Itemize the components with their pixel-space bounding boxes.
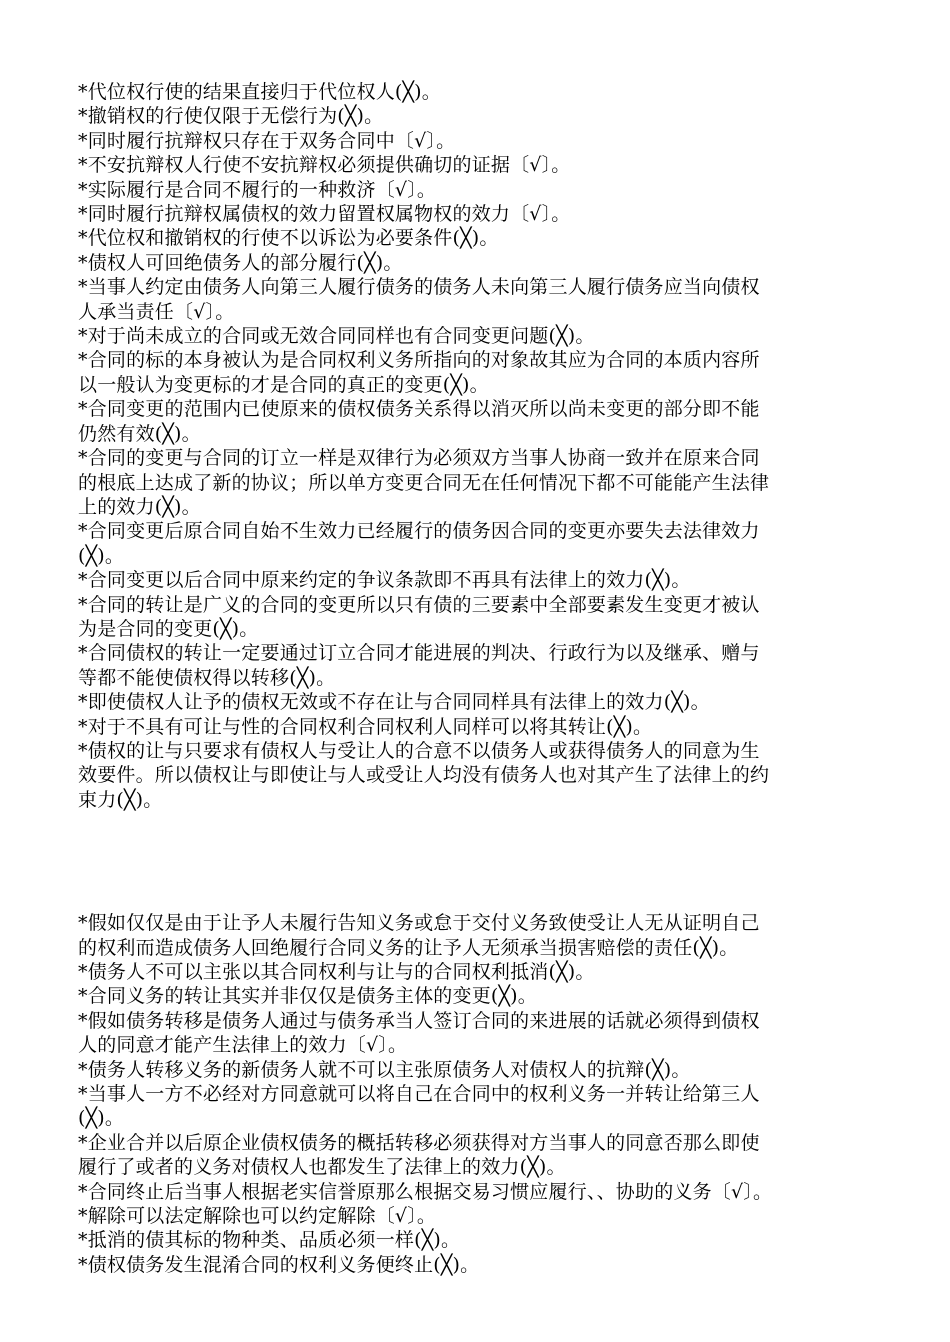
text-line: 等都不能使债权得以转移(╳)。 (78, 666, 336, 689)
text-line: *债务人转移义务的新债务人就不可以主张原债务人对债权人的抗辩(╳)。 (78, 1058, 691, 1081)
text-line: *债权的让与只要求有债权人与受让人的合意不以债务人或获得债务人的同意为生 (78, 739, 760, 762)
text-line: 人的同意才能产生法律上的效力〔√〕。 (78, 1034, 408, 1057)
text-line: *企业合并以后原企业债权债务的概括转移必须获得对方当事人的同意否那么即使 (78, 1131, 760, 1154)
text-line: *合同的标的本身被认为是合同权利义务所指向的对象故其应为合同的本质内容所 (78, 349, 760, 372)
text-line: (╳)。 (78, 1107, 125, 1130)
text-line: 上的效力(╳)。 (78, 495, 201, 518)
text-line: 人承当责任〔√〕。 (78, 300, 235, 323)
text-line: *对于不具有可让与性的合同权利合同权利人同样可以将其转让(╳)。 (78, 715, 653, 738)
text-line: *债权人可回绝债务人的部分履行(╳)。 (78, 251, 403, 274)
text-line: *合同变更以后合同中原来约定的争议条款即不再具有法律上的效力(╳)。 (78, 569, 691, 592)
text-line: *即使债权人让予的债权无效或不存在让与合同同样具有法律上的效力(╳)。 (78, 691, 710, 714)
text-line: *合同的转让是广义的合同的变更所以只有债的三要素中全部要素发生变更才被认 (78, 593, 760, 616)
text-line: *代位权行使的结果直接归于代位权人(╳)。 (78, 81, 441, 103)
text-line: *撤销权的行使仅限于无偿行为(╳)。 (78, 105, 384, 128)
text-line: *合同义务的转让其实并非仅仅是债务主体的变更(╳)。 (78, 985, 537, 1008)
text-line: 为是合同的变更(╳)。 (78, 617, 259, 640)
text-line: *合同变更的范围内已使原来的债权债务关系得以消灭所以尚未变更的部分即不能 (78, 398, 760, 421)
text-line: *抵消的债其标的物种类、品质必须一样(╳)。 (78, 1229, 461, 1252)
text-line: 履行了或者的义务对债权人也都发生了法律上的效力(╳)。 (78, 1156, 566, 1179)
text-line: 仍然有效(╳)。 (78, 422, 201, 445)
text-line: *合同债权的转让一定要通过订立合同才能进展的判决、行政行为以及继承、赠与 (78, 642, 760, 665)
text-line: *解除可以法定解除也可以约定解除〔√〕。 (78, 1205, 437, 1228)
text-line: *当事人一方不必经对方同意就可以将自己在合同中的权利义务一并转让给第三人 (78, 1083, 760, 1106)
text-line: *债权债务发生混淆合同的权利义务便终止(╳)。 (78, 1253, 480, 1276)
text-line: 的根底上达成了新的协议；所以单方变更合同无在任何情况下都不可能能产生法律 (78, 471, 770, 494)
text-line: *债务人不可以主张以其合同权利与让与的合同权利抵消(╳)。 (78, 961, 595, 983)
text-line: *合同终止后当事人根据老实信誉原那么根据交易习惯应履行、、协助的义务〔√〕。 (78, 1180, 773, 1203)
text-line: *同时履行抗辩权属债权的效力留置权属物权的效力〔√〕。 (78, 203, 571, 226)
text-line: *实际履行是合同不履行的一种救济〔√〕。 (78, 178, 437, 201)
text-line: 效要件。所以债权让与即使让与人或受让人均没有债务人也对其产生了法律上的约 (78, 764, 770, 787)
text-line: *同时履行抗辩权只存在于双务合同中〔√〕。 (78, 129, 456, 152)
text-line: 束力(╳)。 (78, 788, 163, 811)
text-line: *不安抗辩权人行使不安抗辩权必须提供确切的证据〔√〕。 (78, 154, 571, 177)
section-spacer (78, 812, 888, 911)
text-line: (╳)。 (78, 544, 125, 567)
text-line: *合同变更后原合同自始不生效力已经履行的债务因合同的变更亦要失去法律效力 (78, 520, 760, 543)
section-1 (78, 80, 888, 812)
text-line: *假如债务转移是债务人通过与债务承当人签订合同的来进展的话就必须得到债权 (78, 1009, 760, 1032)
text-line: *代位权和撤销权的行使不以诉讼为必要条件(╳)。 (78, 227, 499, 250)
text-line: *假如仅仅是由于让予人未履行告知义务或怠于交付义务致使受让人无从证明自己 (78, 912, 760, 935)
text-line: 的权利而造成债务人回绝履行合同义务的让予人无须承当损害赔偿的责任(╳)。 (78, 936, 739, 959)
text-line: *对于尚未成立的合同或无效合同同样也有合同变更问题(╳)。 (78, 325, 595, 348)
text-line: *合同的变更与合同的订立一样是双律行为必须双方当事人协商一致并在原来合同 (78, 447, 760, 470)
section-2 (78, 911, 888, 1277)
document-page (78, 80, 888, 1277)
text-line: 以一般认为变更标的才是合同的真正的变更(╳)。 (78, 373, 489, 396)
text-line: *当事人约定由债务人向第三人履行债务的债务人未向第三人履行债务应当向债权 (78, 276, 760, 299)
